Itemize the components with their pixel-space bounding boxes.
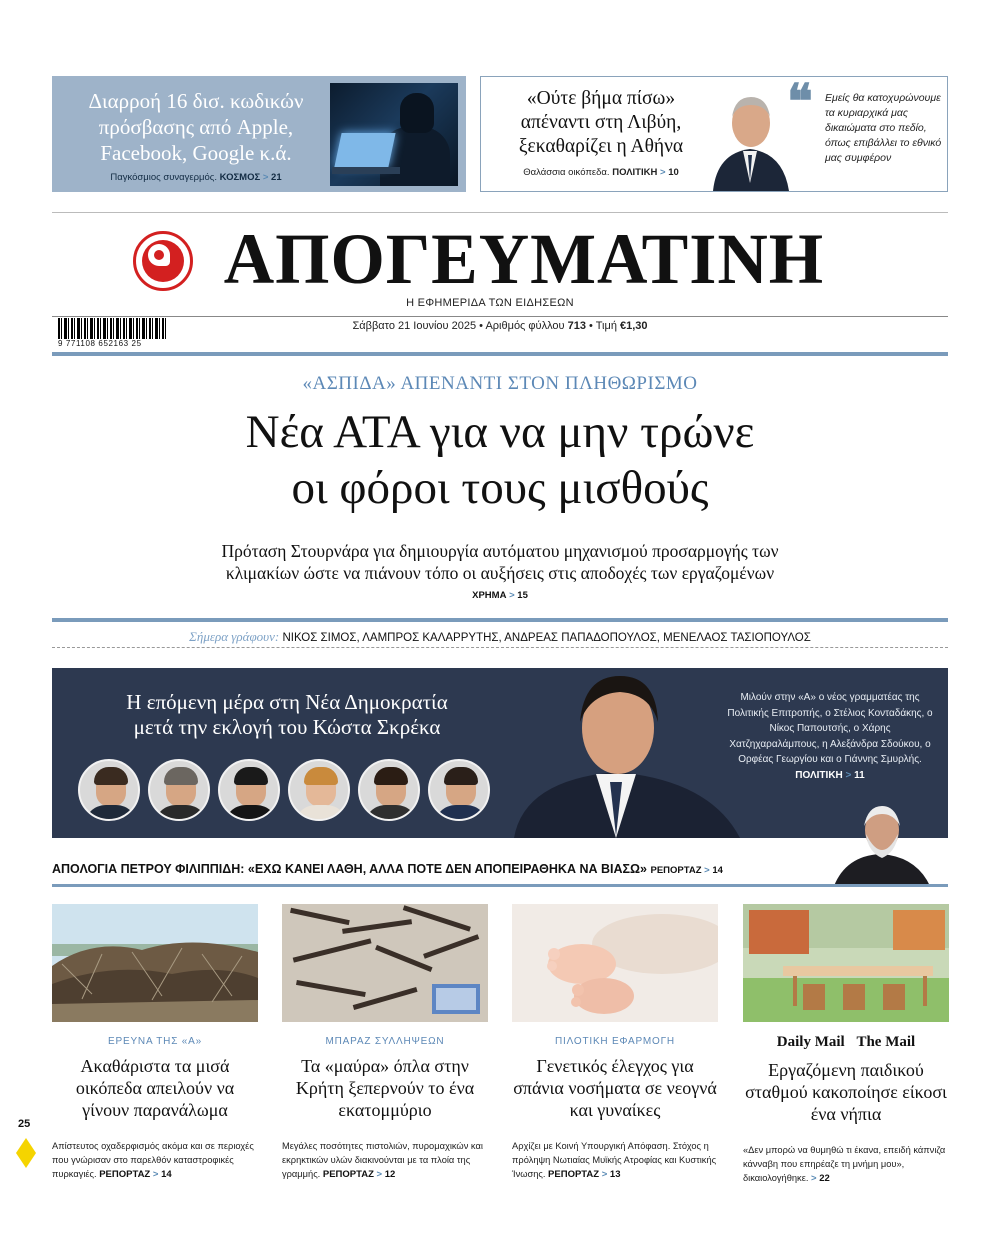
story-page-ref: ΡΕΠΟΡΤΑΖ > 13 — [548, 1169, 621, 1180]
the-mail-logo: The Mail — [856, 1034, 916, 1050]
section-divider — [52, 352, 948, 356]
chevron-right-icon: > — [659, 167, 666, 178]
writers-names: ΝΙΚΟΣ ΣΙΜΟΣ, ΛΑΜΠΡΟΣ ΚΑΛΑΡΡΥΤΗΣ, ΑΝΔΡΕΑΣ ΠΑΠΑΔΟΠΟΥΛΟΣ, ΜΕΝΕΛΑΟΣ ΤΑΣΙΟΠΟΥΛΟΣ — [282, 632, 811, 644]
lead-page: 15 — [517, 590, 528, 601]
filippidis-photo — [826, 800, 934, 886]
quote-icon: ❝ — [787, 76, 813, 129]
lead-page-ref[interactable] — [52, 590, 948, 601]
writers-label: Σήμερα γράφουν: — [189, 629, 280, 644]
story-body: Αρχίζει με Κοινή Υπουργική Απόφαση. Στόχος η πρόληψη Νωτιαίας Μυϊκής Ατροφίας και Κυστικής Ίνωσης. ΡΕΠΟΡΤΑΖ > 13 — [512, 1141, 717, 1180]
teaser-headline: Διαρροή 16 δισ. κωδικών πρόσβασης από Apple, Facebook, Google κ.ά. — [88, 89, 304, 165]
chevron-right-icon: > — [509, 590, 515, 601]
story-genetic-test[interactable] — [512, 904, 718, 1182]
writers-bar — [52, 626, 948, 648]
teaser-text — [66, 88, 326, 183]
chevron-right-icon: > — [704, 865, 710, 876]
teaser-page: 10 — [668, 167, 679, 178]
teaser-headline: «Ούτε βήμα πίσω» απέναντι στη Λιβύη, ξεκαθαρίζει η Αθήνα — [518, 88, 684, 157]
nursery-photo — [743, 904, 949, 1022]
teaser-meta-text: Θαλάσσια οικόπεδα. — [523, 167, 610, 178]
teaser-quote: Εμείς θα κατοχυρώνουμε τα κυριαρχικά μας δικαιώματα στο πεδίο, όπως επιβάλλει το εθνικό μας συμφέρον — [825, 92, 942, 164]
story-body: Απίστευτος οχαδερφισμός ακόμα και σε περιοχές που γνώρισαν στο παρελθόν καταστροφικές πυρκαγιές. ΡΕΠΟΡΤΑΖ > 14 — [52, 1141, 254, 1180]
lead-headline-line: οι φόροι τους μισθούς — [291, 462, 709, 514]
chevron-right-icon: > — [376, 1169, 383, 1180]
story-tag: ΜΠΑΡΑΖ ΣΥΛΛΗΨΕΩΝ — [325, 1036, 445, 1047]
daily-mail-logo: Daily Mail — [776, 1034, 845, 1050]
nd-feature-panel[interactable] — [52, 668, 948, 838]
story-land-plots[interactable] — [52, 904, 258, 1182]
diamond-icon — [16, 1138, 36, 1168]
chevron-right-icon: > — [152, 1169, 159, 1180]
barcode-addon: 25 — [131, 339, 142, 348]
apologia-headline[interactable]: ΑΠΟΛΟΓΙΑ ΠΕΤΡΟΥ ΦΙΛΙΠΠΙΔΗ: «ΕΧΩ ΚΑΝΕΙ ΛΑΘΗ, ΑΛΛΑ ΠΟΤΕ ΔΕΝ ΑΠΟΠΕΙΡΑΘΗΚΑ ΝΑ ΒΙΑΣΩ» ΡΕΠΟΡΤΑΖ > 14 — [52, 862, 723, 876]
masthead-title[interactable]: ΑΠΟΓΕΥΜΑΤΙΝΗ — [223, 219, 825, 299]
skrekas-photo — [504, 668, 754, 838]
section-divider — [52, 884, 948, 887]
avatar — [78, 759, 140, 821]
nd-page: 11 — [854, 769, 865, 781]
teaser-meta-text: Παγκόσμιος συναγερμός. — [110, 172, 218, 183]
newspaper-emblem-icon — [133, 231, 193, 291]
price-value: €1,30 — [620, 320, 648, 332]
story-tag: ΠΙΛΟΤΙΚΗ ΕΦΑΡΜΟΓΗ — [555, 1036, 675, 1047]
lead-headline[interactable] — [52, 404, 948, 516]
story-page-ref: > 22 — [811, 1173, 830, 1184]
chevron-right-icon: > — [262, 172, 269, 183]
avatar — [148, 759, 210, 821]
issue-number: 713 — [567, 320, 586, 332]
teaser-section: ΠΟΛΙΤΙΚΗ — [612, 167, 658, 178]
barcode-number: 9 771108 652163 — [58, 339, 129, 348]
chevron-right-icon: > — [811, 1173, 817, 1184]
story-headline: Γενετικός έλεγχος για σπάνια νοσήματα σε νεογνά και γυναίκες — [513, 1056, 717, 1120]
teaser-meta — [66, 172, 326, 183]
nd-text: Μιλούν στην «Α» ο νέος γραμματέας της Πολιτικής Επιτροπής, ο Στέλιος Κονταδάκης, ο Νίκος Παπουτσής, ο Χάρης Χατζηχαραλάμπους, η Αλεξάνδρα Σδούκου, ο Ορφέας Γεωργίου και ο Γιάννης Σμυρλής. ΠΟΛΙΤΙΚΗ > 11 — [727, 692, 933, 781]
story-headline: Ακαθάριστα τα μισά οικόπεδα απειλούν να γίνουν παρανάλωμα — [75, 1056, 235, 1120]
chevron-right-icon: > — [845, 769, 852, 781]
baby-feet-photo — [512, 904, 718, 1022]
nd-section: ΠΟΛΙΤΙΚΗ — [795, 769, 843, 781]
teaser-page: 21 — [271, 172, 282, 183]
hacker-photo — [330, 83, 458, 186]
section-divider — [52, 618, 948, 622]
avatar — [218, 759, 280, 821]
divider — [52, 212, 948, 213]
date-line — [300, 320, 700, 332]
avatar — [288, 759, 350, 821]
teaser-meta — [493, 167, 709, 178]
date-text: Σάββατο 21 Ιουνίου 2025 • Αριθμός φύλλου — [352, 320, 565, 332]
avatar — [358, 759, 420, 821]
apologia-page-ref: ΡΕΠΟΡΤΑΖ > 14 — [650, 865, 723, 876]
story-body: «Δεν μπορώ να θυμηθώ τι έκανα, επειδή κάπνιζα κάνναβη που επηρέαζε τη μνήμη μου», δικαιολογήθηκε. > 22 — [743, 1145, 946, 1184]
weapons-photo — [282, 904, 488, 1022]
story-headline: Εργαζόμενη παιδικού σταθμού κακοποίησε είκοσι ένα νήπια — [745, 1060, 947, 1124]
teaser-tech-leak[interactable] — [52, 76, 466, 192]
source-logos — [743, 1034, 949, 1051]
page-number: 25 — [18, 1118, 31, 1130]
teaser-section: ΚΟΣΜΟΣ — [219, 172, 261, 183]
avatar — [428, 759, 490, 821]
barcode-bars — [58, 318, 166, 339]
story-headline: Τα «μαύρα» όπλα στην Κρήτη ξεπερνούν το ένα εκατομμύριο — [295, 1056, 475, 1120]
barcode — [58, 318, 170, 348]
minister-photo — [707, 83, 793, 191]
dry-brush-photo — [52, 904, 258, 1022]
story-body: Μεγάλες ποσότητες πιστολιών, πυρομαχικών και εκρηκτικών υλών διακινούνται με τα πλοία της γραμμής. ΡΕΠΟΡΤΑΖ > 12 — [282, 1141, 483, 1180]
teaser-text — [493, 87, 709, 178]
chevron-right-icon: > — [601, 1169, 608, 1180]
story-nursery-abuse[interactable] — [743, 904, 949, 1186]
lead-kicker: «ΑΣΠΙΔΑ» ΑΠΕΝΑΝΤΙ ΣΤΟΝ ΠΛΗΘΩΡΙΣΜΟ — [302, 373, 698, 394]
nd-headline: Η επόμενη μέρα στη Νέα Δημοκρατία μετά την εκλογή του Κώστα Σκρέκα — [126, 690, 448, 739]
divider — [52, 316, 948, 317]
story-crete-weapons[interactable] — [282, 904, 488, 1182]
teaser-libya[interactable] — [480, 76, 948, 192]
lead-subhead: Πρόταση Στουρνάρα για δημιουργία αυτόματου μηχανισμού προσαρμογής των κλιμακίων ώστε να πιάνουν τόπο οι αυξήσεις στις αποδοχές των εργαζομένων — [221, 541, 779, 583]
price-label: • Τιμή — [589, 320, 617, 332]
story-tag: ΕΡΕΥΝΑ ΤΗΣ «Α» — [108, 1036, 202, 1047]
lead-headline-line: Νέα ΑΤΑ για να μην τρώνε — [245, 406, 755, 458]
lead-section: ΧΡΗΜΑ — [472, 590, 507, 601]
masthead-subtitle: Η ΕΦΗΜΕΡΙΔΑ ΤΩΝ ΕΙΔΗΣΕΩΝ — [406, 297, 574, 309]
story-page-ref: ΡΕΠΟΡΤΑΖ > 14 — [99, 1169, 172, 1180]
story-page-ref: ΡΕΠΟΡΤΑΖ > 12 — [322, 1169, 396, 1180]
